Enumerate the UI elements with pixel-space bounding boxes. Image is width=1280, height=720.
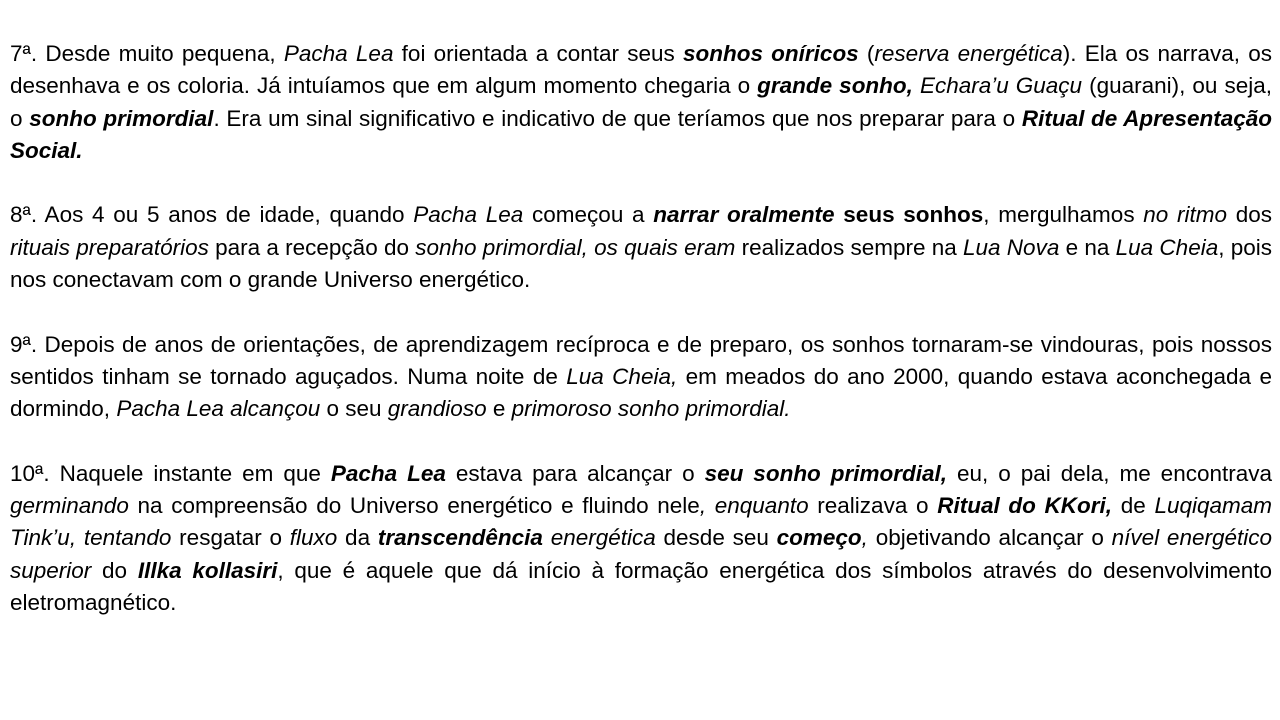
text-run: ( xyxy=(858,41,875,66)
text-run: , que é aquele que dá início à formação energética dos símbolos através do desenvolvimento eletromagnético. xyxy=(10,557,1273,616)
bold-italic-text-run: começo xyxy=(776,525,862,551)
text-run: o seu xyxy=(320,396,388,422)
text-run: 9ª. Depois de anos de orientações, de aprendizagem recíproca e de preparo, os sonhos tornaram-se vindouras, pois nossos sentidos tinham se tornado aguçados. Numa noite de xyxy=(10,331,1272,389)
bold-italic-text-run: Pacha Lea xyxy=(330,460,446,486)
text-run: e xyxy=(486,396,512,422)
paragraph-9 xyxy=(10,329,1272,426)
text-run: desde seu xyxy=(655,525,777,551)
italic-text-run: Lua Cheia xyxy=(1115,234,1219,260)
italic-text-run: Echara’u Guaçu xyxy=(919,73,1083,99)
text-run: . Era um sinal significativo e indicativo de que teríamos que nos preparar para o xyxy=(213,105,1022,131)
italic-text-run: energética xyxy=(550,525,656,551)
text-run xyxy=(835,202,844,227)
text-run: 7ª. Desde muito pequena, xyxy=(10,41,284,66)
text-run: e na xyxy=(1059,234,1116,260)
italic-text-run: Pacha Lea xyxy=(413,202,524,228)
bold-italic-text-run: narrar oralmente xyxy=(653,202,835,228)
paragraph-7 xyxy=(10,38,1272,167)
italic-text-run: nível energético superior xyxy=(10,525,1273,583)
bold-italic-text-run: grande sonho, xyxy=(757,73,913,99)
bold-italic-text-run: Ritual do KKori, xyxy=(937,493,1113,519)
text-run: em meados do ano 2000, quando estava aconchegada e dormindo, xyxy=(10,363,1272,422)
text-run: eu, o pai dela, me encontrava xyxy=(947,460,1273,486)
bold-italic-text-run: transcendência xyxy=(377,525,543,551)
text-run: de xyxy=(1112,493,1155,519)
italic-text-run: Luqiqamam Tink’u, tentando xyxy=(10,493,1273,551)
text-run: objetivando alcançar o xyxy=(867,525,1112,551)
italic-text-run: Pacha Lea alcançou xyxy=(116,396,321,422)
slide-text-body xyxy=(10,38,1272,619)
text-run xyxy=(913,73,920,98)
italic-text-run: Lua Cheia, xyxy=(566,363,678,389)
bold-italic-text-run: sonhos oníricos xyxy=(682,41,859,66)
text-run: foi orientada a contar seus xyxy=(393,41,683,66)
bold-text-run: seus sonhos xyxy=(843,202,984,228)
text-run: (guarani), ou seja, o xyxy=(10,73,1272,131)
italic-text-run: , enquanto xyxy=(699,493,809,519)
text-run: , mergulhamos xyxy=(983,202,1144,228)
paragraph-8 xyxy=(10,199,1272,296)
text-run: para a recepção do xyxy=(208,234,416,260)
text-run: começou a xyxy=(523,202,654,228)
bold-italic-text-run: sonho primordial xyxy=(29,105,214,131)
text-run: na compreensão do Universo energético e fluindo nele xyxy=(128,493,700,519)
italic-text-run: reserva energética xyxy=(874,41,1063,66)
text-run: dos xyxy=(1227,202,1273,228)
bold-italic-text-run: seu sonho primordial, xyxy=(704,460,948,486)
bold-italic-text-run: Ritual de Apresentação Social. xyxy=(10,105,1272,163)
text-run: da xyxy=(337,525,378,551)
italic-text-run: fluxo xyxy=(289,525,338,551)
italic-text-run: sonho primordial, os quais eram xyxy=(415,234,736,260)
text-run: ). Ela os narrava, os desenhava e os coloria. Já intuíamos que em algum momento chegaria o xyxy=(10,41,1272,99)
italic-text-run: no ritmo xyxy=(1143,202,1228,228)
text-run: realizados sempre na xyxy=(735,234,964,260)
text-run: realizava o xyxy=(808,493,938,519)
text-run: estava para alcançar o xyxy=(445,460,705,486)
text-run: resgatar o xyxy=(171,525,290,551)
italic-text-run: primoroso sonho primordial. xyxy=(511,396,791,422)
text-run: 10ª. Naquele instante em que xyxy=(10,460,331,486)
italic-text-run: grandioso xyxy=(387,396,487,422)
text-run: 8ª. Aos 4 ou 5 anos de idade, quando xyxy=(10,202,414,228)
italic-text-run: germinando xyxy=(10,493,129,519)
paragraph-10 xyxy=(10,458,1272,619)
italic-text-run: , xyxy=(861,525,868,551)
italic-text-run: rituais preparatórios xyxy=(10,234,209,260)
italic-text-run: Lua Nova xyxy=(963,234,1060,260)
bold-italic-text-run: Illka kollasiri xyxy=(137,557,278,583)
italic-text-run: Pacha Lea xyxy=(283,41,394,66)
text-run: do xyxy=(91,557,138,583)
text-run xyxy=(543,525,551,550)
text-run: , pois nos conectavam com o grande Universo energético. xyxy=(10,234,1273,293)
